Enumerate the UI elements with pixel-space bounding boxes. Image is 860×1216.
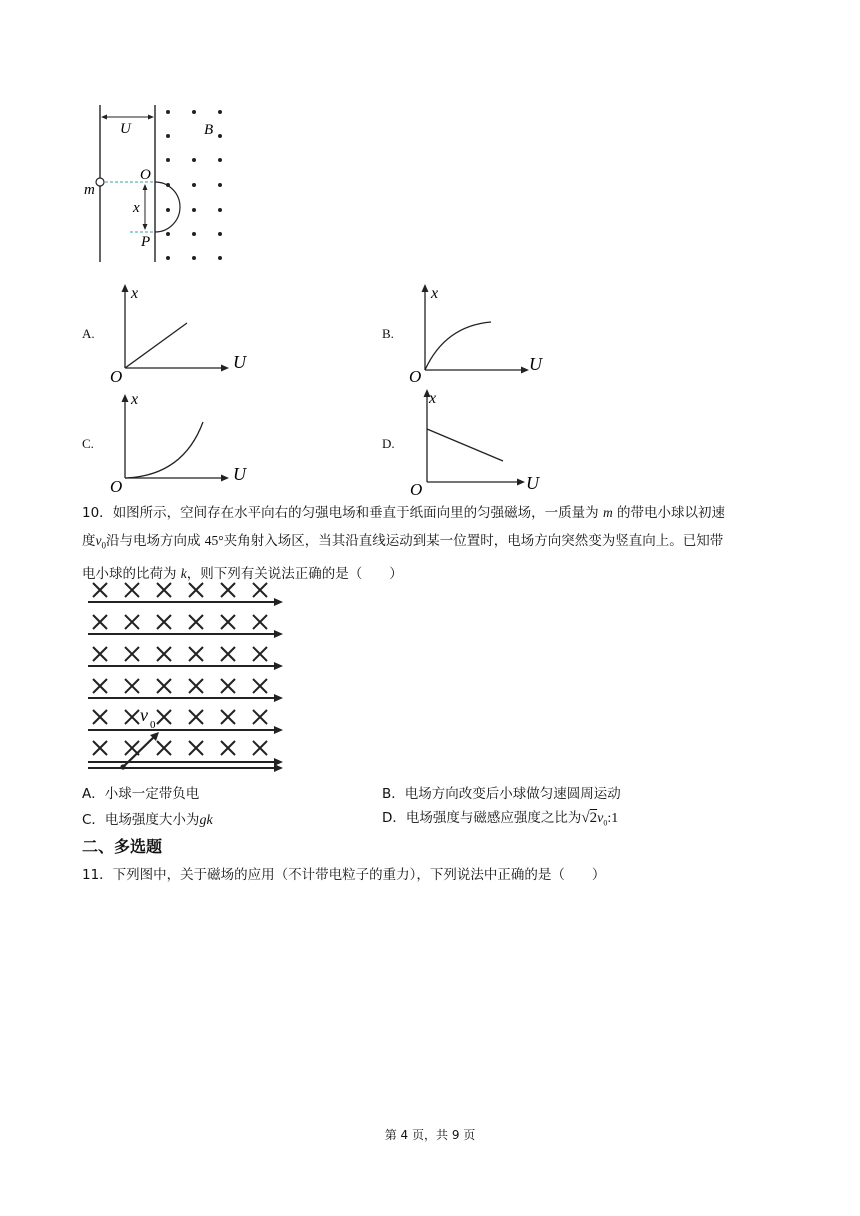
q10-v0-label: v	[140, 705, 148, 725]
q10-option-C: C．电场强度大小为gk	[82, 812, 213, 828]
q9-graph-B-origin: O	[409, 367, 422, 385]
q9-option-C-label: C.	[82, 436, 94, 451]
q9-graph-A-ylabel: x	[131, 285, 139, 302]
q10-v0-sub: 0	[150, 719, 156, 731]
q11-stem: 11．下列图中，关于磁场的应用（不计带电粒子的重力），下列说法中正确的是（ ）	[82, 867, 606, 883]
section-title-multiple-choice: 二、多选题	[82, 837, 163, 856]
q9-label-O: O	[140, 167, 151, 183]
q9-graph-D	[405, 385, 555, 497]
q9-graph-B-ylabel: x	[431, 285, 439, 302]
q10-line-2: 度$v_0$沿与电场方向成 45°夹角射入场区，当其沿直线运动到某一位置时，电场方向突然变为竖直向上。已知带	[82, 533, 724, 551]
q10-option-B: B．电场方向改变后小球做匀速圆周运动	[382, 786, 621, 802]
q9-graph-C-xlabel: U	[233, 464, 246, 484]
q9-label-m: m	[84, 182, 95, 198]
electric-field-arrowhead	[274, 764, 283, 772]
electric-field-arrowhead	[274, 726, 283, 734]
q9-graph-B-xlabel: U	[529, 354, 542, 374]
q9-label-x: x	[133, 200, 140, 216]
q9-graph-A-xlabel: U	[233, 352, 246, 372]
q9-graph-B	[405, 280, 555, 385]
q9-graph-C-origin: O	[110, 477, 123, 495]
electric-field-arrowhead	[274, 630, 283, 638]
q10-line-1: 10．如图所示，空间存在水平向右的匀强电场和垂直于纸面向里的匀强磁场，一质量为 m 的带电小球以初速	[82, 505, 726, 521]
q9-apparatus-figure	[80, 100, 240, 270]
q10-line-3: 电小球的比荷为 k，则下列有关说法正确的是（ ）	[82, 565, 403, 582]
q9-graph-A	[105, 280, 255, 385]
q9-graph-D-origin: O	[410, 480, 423, 497]
q10-option-D: D．电场强度与磁感应强度之比为$√2v_0:1$	[382, 810, 619, 828]
q10-stem	[82, 499, 812, 588]
electric-field-arrowhead	[274, 598, 283, 606]
q9-graph-C	[105, 390, 255, 495]
q9-graph-A-origin: O	[110, 367, 123, 385]
q9-label-P: P	[141, 234, 151, 250]
q9-option-D-label: D.	[382, 436, 395, 451]
q10-option-A: A．小球一定带负电	[82, 786, 200, 802]
q9-graph-D-ylabel: x	[429, 390, 437, 407]
electric-field-arrowhead	[274, 694, 283, 702]
q9-field-dots	[166, 110, 222, 260]
q9-label-U: U	[120, 121, 131, 137]
q9-label-B: B	[204, 122, 214, 138]
electric-field-arrowhead	[274, 662, 283, 670]
q10-field-figure	[80, 576, 290, 776]
q9-graph-D-xlabel: U	[526, 473, 539, 493]
page-footer: 第 4 页，共 9 页	[384, 1128, 476, 1142]
q9-option-A-label: A.	[82, 326, 95, 341]
q9-graph-C-ylabel: x	[131, 391, 139, 408]
q9-option-B-label: B.	[382, 326, 394, 341]
